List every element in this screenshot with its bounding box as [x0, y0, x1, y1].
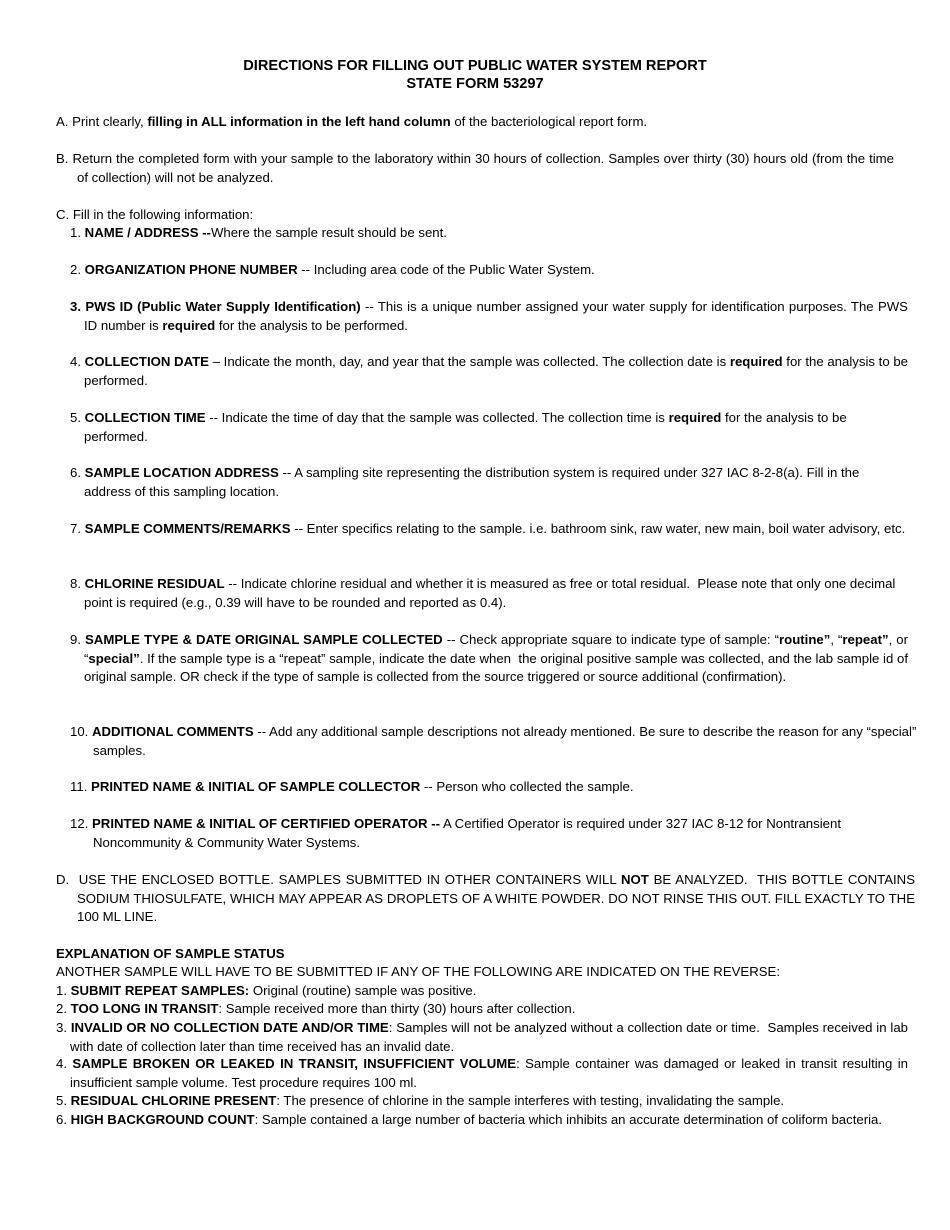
item-text-2: for the analysis to be performed. — [84, 410, 851, 444]
item-heading: PRINTED NAME & INITIAL OF CERTIFIED OPERATOR -- — [92, 816, 441, 831]
item-number: 8. — [70, 576, 85, 591]
item-emphasis-special: special” — [88, 650, 140, 666]
item-emphasis: required — [162, 317, 216, 333]
item-text: -- Check appropriate square to indicate type of sample: “ — [442, 632, 780, 647]
instruction-item-11 — [70, 778, 894, 797]
para-a-prefix: A. Print clearly, — [56, 114, 148, 129]
item-heading: PRINTED NAME & INITIAL OF SAMPLE COLLECTOR — [91, 779, 421, 794]
instruction-item-10 — [70, 723, 921, 760]
item-text: : The presence of chlorine in the sample interferes with testing, invalidating the sample. — [276, 1093, 785, 1108]
instruction-item-5 — [70, 409, 908, 446]
page-title — [0, 57, 950, 76]
item-heading: COLLECTION DATE — [84, 354, 209, 369]
item-number: 5. — [56, 1093, 71, 1108]
paragraph-c-intro — [56, 206, 894, 225]
item-emphasis: required — [668, 410, 722, 425]
item-text: : Samples will not be analyzed without a collection date or time. Samples received in lab with date of collection later than time received has an invalid date. — [70, 1020, 912, 1054]
item-heading: SAMPLE LOCATION ADDRESS — [84, 465, 279, 480]
item-heading: SAMPLE BROKEN OR LEAKED IN TRANSIT, INSUFFICIENT VOLUME — [72, 1056, 517, 1071]
item-text: : Sample container was damaged or leaked in transit resulting in insufficient sample volume. Test procedure requires 100 ml. — [70, 1056, 912, 1090]
status-intro-text: ANOTHER SAMPLE WILL HAVE TO BE SUBMITTED IF ANY OF THE FOLLOWING ARE INDICATED ON THE REVERSE: — [56, 964, 780, 979]
para-b-text: B. Return the completed form with your sample to the laboratory within 30 hours of collection. Samples over thirty (30) hours old (from the time of collection) will not be analyzed. — [56, 151, 898, 185]
title-line-2: STATE FORM 53297 — [406, 76, 544, 92]
para-d-bold: NOT — [621, 872, 649, 887]
item-text: Original (routine) sample was positive. — [249, 983, 477, 998]
status-intro — [56, 963, 894, 982]
status-item-6 — [56, 1111, 908, 1130]
item-text: : Sample contained a large number of bacteria which inhibits an accurate determination of coliform bacteria. — [254, 1112, 883, 1127]
status-heading — [56, 945, 894, 964]
item-emphasis-repeat: repeat” — [842, 632, 889, 647]
item-text: -- Enter specifics relating to the sample. i.e. bathroom sink, raw water, new main, boil water advisory, etc. — [290, 521, 906, 536]
item-heading: COLLECTION TIME — [84, 410, 206, 425]
item-text: A Certified Operator is required under 327 IAC 8-12 for Nontransient Noncommunity & Community Water Systems. — [93, 816, 845, 850]
item-number: 5. — [70, 410, 85, 425]
item-number: 2. — [70, 262, 85, 277]
status-item-4 — [56, 1055, 912, 1092]
item-text-2: for the analysis to be performed. — [215, 317, 408, 333]
item-text: -- This is a unique number assigned your water supply for identification purposes. The PWS ID number is — [84, 299, 912, 333]
item-heading: PWS ID (Public Water Supply Identification) — [85, 299, 361, 314]
item-text: Where the sample result should be sent. — [210, 225, 447, 240]
para-d-prefix: D. USE THE ENCLOSED BOTTLE. SAMPLES SUBMITTED IN OTHER CONTAINERS WILL — [56, 872, 621, 887]
paragraph-d — [56, 871, 919, 927]
instruction-item-3 — [70, 298, 912, 335]
item-number: 9. — [70, 632, 86, 647]
title-line-1: DIRECTIONS FOR FILLING OUT PUBLIC WATER SYSTEM REPORT — [243, 58, 707, 74]
item-heading: HIGH BACKGROUND COUNT — [70, 1112, 255, 1127]
item-number: 3. — [56, 1020, 71, 1035]
instruction-item-6 — [70, 464, 908, 501]
item-number: 7. — [70, 521, 85, 536]
instruction-item-2 — [70, 261, 894, 280]
item-number: 10. — [70, 724, 92, 739]
item-emphasis: required — [729, 354, 783, 369]
item-number: 4. — [70, 354, 85, 369]
item-heading: NAME / ADDRESS -- — [84, 225, 211, 240]
instruction-item-7 — [70, 520, 908, 539]
item-text: -- Person who collected the sample. — [420, 779, 634, 794]
item-number: 11. — [70, 779, 92, 794]
item-text-3: , or “ — [84, 632, 912, 666]
item-text: -- Add any additional sample descriptions not already mentioned. Be sure to describe the reason for any “special” samples. — [93, 724, 921, 758]
status-heading-text: EXPLANATION OF SAMPLE STATUS — [56, 946, 285, 961]
item-number: 12. — [70, 816, 92, 831]
item-heading: RESIDUAL CHLORINE PRESENT — [70, 1093, 277, 1108]
status-item-3 — [56, 1019, 912, 1056]
item-heading: ADDITIONAL COMMENTS — [92, 724, 254, 739]
item-text: -- Indicate chlorine residual and whether it is measured as free or total residual. Please note that only one decimal point is required (e.g., 0.39 will have to be rounded and reported as 0.4). — [84, 576, 900, 610]
instruction-item-1 — [70, 224, 894, 243]
status-item-2 — [56, 1000, 894, 1019]
para-a-bold: filling in ALL information in the left hand column — [147, 114, 451, 129]
item-text: – Indicate the month, day, and year that the sample was collected. The collection date is — [208, 354, 730, 369]
instruction-item-4 — [70, 353, 912, 390]
item-emphasis-routine: routine” — [779, 632, 831, 647]
item-heading: SUBMIT REPEAT SAMPLES: — [70, 983, 250, 998]
item-text: -- Including area code of the Public Water System. — [297, 262, 595, 277]
item-text: -- A sampling site representing the distribution system is required under 327 IAC 8-2-8(a). Fill in the address of this sampling location. — [84, 465, 864, 499]
item-heading: SAMPLE TYPE & DATE ORIGINAL SAMPLE COLLECTED — [85, 632, 443, 647]
item-number: 4. — [56, 1056, 73, 1071]
page-subtitle — [0, 75, 950, 94]
para-a-suffix: of the bacteriological report form. — [450, 114, 648, 129]
item-number: 1. — [56, 983, 71, 998]
item-heading: TOO LONG IN TRANSIT — [70, 1001, 219, 1016]
item-text-4: . If the sample type is a “repeat” sample, indicate the date when the original positive sample was collected, and the lab sample id of original sample. OR check if the type of sample is collected from the source triggered or source additional (confirmation). — [84, 650, 912, 685]
item-text: : Sample received more than thirty (30) hours after collection. — [218, 1001, 576, 1016]
item-text-2: for the analysis to be performed. — [84, 354, 912, 388]
item-text: -- Indicate the time of day that the sample was collected. The collection time is — [205, 410, 669, 425]
paragraph-a — [56, 113, 894, 132]
instruction-item-9 — [70, 631, 912, 687]
item-heading: CHLORINE RESIDUAL — [84, 576, 225, 591]
item-number: 1. — [70, 225, 85, 240]
status-item-5 — [56, 1092, 894, 1111]
paragraph-b — [56, 150, 898, 187]
instruction-item-8 — [70, 575, 908, 612]
item-number: 6. — [56, 1112, 71, 1127]
item-heading: ORGANIZATION PHONE NUMBER — [84, 262, 298, 277]
item-heading: INVALID OR NO COLLECTION DATE AND/OR TIME — [70, 1020, 389, 1035]
item-number: 2. — [56, 1001, 71, 1016]
item-heading: SAMPLE COMMENTS/REMARKS — [84, 521, 291, 536]
para-d-suffix: BE ANALYZED. THIS BOTTLE CONTAINS SODIUM THIOSULFATE, WHICH MAY APPEAR AS DROPLETS OF A WHITE POWDER. DO NOT RINSE THIS OUT. FILL EXACTLY TO THE 100 ML LINE. — [77, 872, 919, 925]
para-c-intro: C. Fill in the following information: — [56, 207, 254, 222]
item-number: 3. — [70, 299, 86, 314]
item-text-2: , “ — [830, 632, 843, 647]
status-item-1 — [56, 982, 894, 1001]
item-number: 6. — [70, 465, 85, 480]
instruction-item-12 — [70, 815, 917, 852]
